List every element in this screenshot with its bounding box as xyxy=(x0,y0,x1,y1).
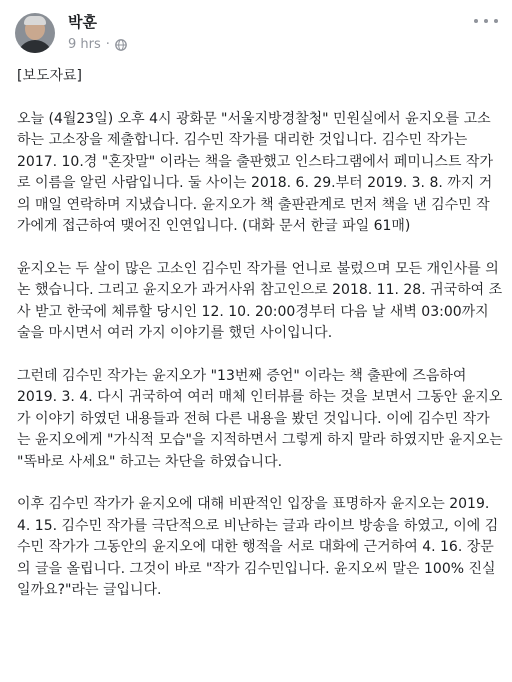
avatar[interactable] xyxy=(15,13,55,53)
more-options-icon[interactable] xyxy=(474,14,498,28)
post-meta xyxy=(68,37,127,52)
post-body xyxy=(17,66,503,623)
post-paragraph-tag: [보도자료] xyxy=(17,68,83,84)
post-time[interactable]: 9 hrs xyxy=(68,37,101,52)
post-paragraph: 이후 김수민 작가가 윤지오에 대해 비판적인 입장을 표명하자 윤지오는 2019. 4. 15. 김수민 작가를 극단적으로 비난하는 글과 라이브 방송을 하였고, 이에 김수민 작가가 그동안의 윤지오에 대한 행적을 서로 대화에 근거하여 4. 16. 장문의 글을 올립니다. 그것이 바로 "작가 김수민입니다. 윤지오씨 말은 100% 진실일까요?"라는 글입니다. xyxy=(17,496,499,598)
post-paragraph: 윤지오는 두 살이 많은 고소인 김수민 작가를 언니로 불렀으며 모든 개인사를 의논 했습니다. 그리고 윤지오가 과거사위 참고인으로 2018. 11. 28. 귀국하여 조사 받고 한국에 체류할 당시인 12. 10. 20:00경부터 다음 날 새벽 03:00까지 술을 마시면서 여러 가지 이야기를 했던 사이입니다. xyxy=(17,260,503,341)
avatar-body xyxy=(17,40,53,53)
meta-separator: · xyxy=(105,37,110,52)
post-paragraph: 오늘 (4월23일) 오후 4시 광화문 "서울지방경찰청" 민원실에서 윤지오를 고소하는 고소장을 제출합니다. 김수민 작가를 대리한 것입니다. 김수민 작가는 2017. 10.경 "혼잣말" 이라는 책을 출판했고 인스타그램에서 페미니스트 작가로 이름을 알린 사람입니다. 둘 사이는 2018. 6. 29.부터 2019. 3. 8. 까지 거의 매일 연락하며 지냈습니다. 윤지오가 책 출판관계로 먼저 책을 낸 김수민 작가에게 접근하여 맺어진 인연입니다. (대화 문서 한글 파일 61매) xyxy=(17,110,493,234)
post-header xyxy=(0,0,512,62)
author-name[interactable]: 박훈 xyxy=(68,13,97,31)
avatar-hair xyxy=(24,16,46,25)
globe-icon[interactable] xyxy=(115,39,127,51)
post-paragraph: 그런데 김수민 작가는 윤지오가 "13번째 증언" 이라는 책 출판에 즈음하여 2019. 3. 4. 다시 귀국하여 여러 매체 인터뷰를 하는 것을 보면서 그동안 윤지오가 이야기 하였던 내용들과 전혀 다른 내용을 봤던 것입니다. 이에 김수민 작가는 윤지오에게 "가식적 모습"을 지적하면서 그렇게 하지 말라 하였지만 윤지오는 "똑바로 사세요" 하고는 차단을 하였습니다. xyxy=(17,367,503,470)
